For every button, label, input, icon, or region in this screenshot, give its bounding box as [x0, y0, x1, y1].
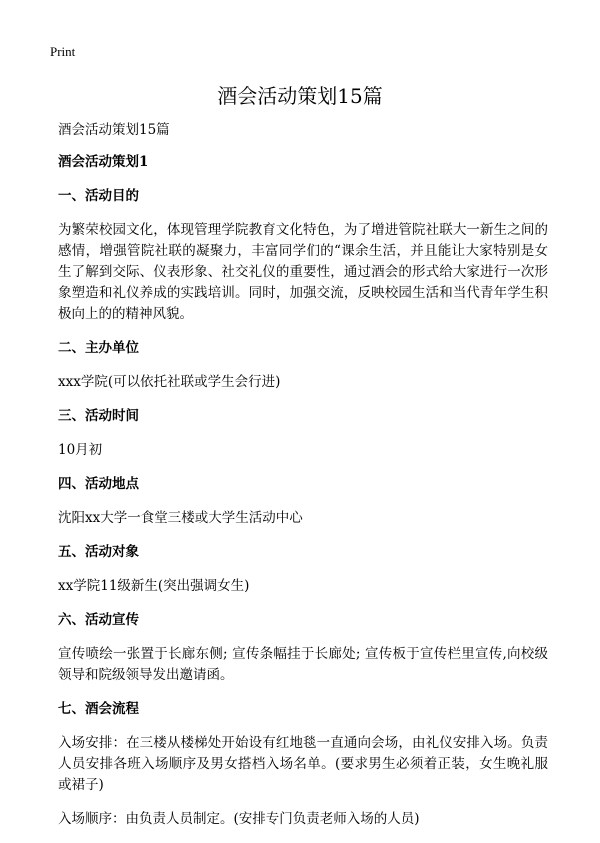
heading-process: 七、酒会流程 — [58, 701, 139, 717]
paragraph-process: 入场安排：在三楼从楼梯处开始设有红地毯一直通向会场，由礼仪安排入场。负责人员安排各班入场顺序及男女搭档入场名单。(要求男生必须着正装，女生晚礼服或裙子) — [58, 735, 548, 793]
heading-location: 四、活动地点 — [58, 476, 139, 492]
heading-purpose: 一、活动目的 — [58, 188, 139, 204]
paragraph-time: 10月初 — [58, 442, 103, 458]
heading-audience: 五、活动对象 — [58, 544, 139, 560]
document-body — [58, 120, 548, 843]
section-title: 酒会活动策划1 — [58, 154, 149, 170]
paragraph-publicity: 宣传喷绘一张置于长廊东侧; 宣传条幅挂于长廊处; 宣传板于宣传栏里宣传,向校级领导和院级领导发出邀请函。 — [58, 646, 548, 683]
heading-organizer: 二、主办单位 — [58, 340, 139, 356]
paragraph-entry-order: 入场顺序：由负责人员制定。(安排专门负责老师入场的人员) — [58, 811, 420, 827]
print-label: Print — [50, 44, 76, 59]
paragraph-audience: xx学院11级新生(突出强调女生) — [58, 578, 250, 594]
paragraph-organizer: xxx学院(可以依托社联或学生会行进) — [58, 374, 281, 390]
paragraph-purpose: 为繁荣校园文化，体现管理学院教育文化特色，为了增进管院社联大一新生之间的感情，增强管院社联的凝聚力，丰富同学们的“课余生活，并且能让大家特别是女生了解到交际、仪表形象、社交礼仪的重要性，通过酒会的形式给大家进行一次形象塑造和礼仪养成的实践培训。同时，加强交流，反映校园生活和当代青年学生积极向上的的精神风貌。 — [58, 222, 548, 322]
document-title: 酒会活动策划15篇 — [217, 84, 383, 108]
document-subtitle: 酒会活动策划15篇 — [58, 122, 170, 138]
heading-publicity: 六、活动宣传 — [58, 612, 139, 628]
heading-time: 三、活动时间 — [58, 408, 139, 424]
paragraph-location: 沈阳xx大学一食堂三楼或大学生活动中心 — [58, 510, 303, 526]
